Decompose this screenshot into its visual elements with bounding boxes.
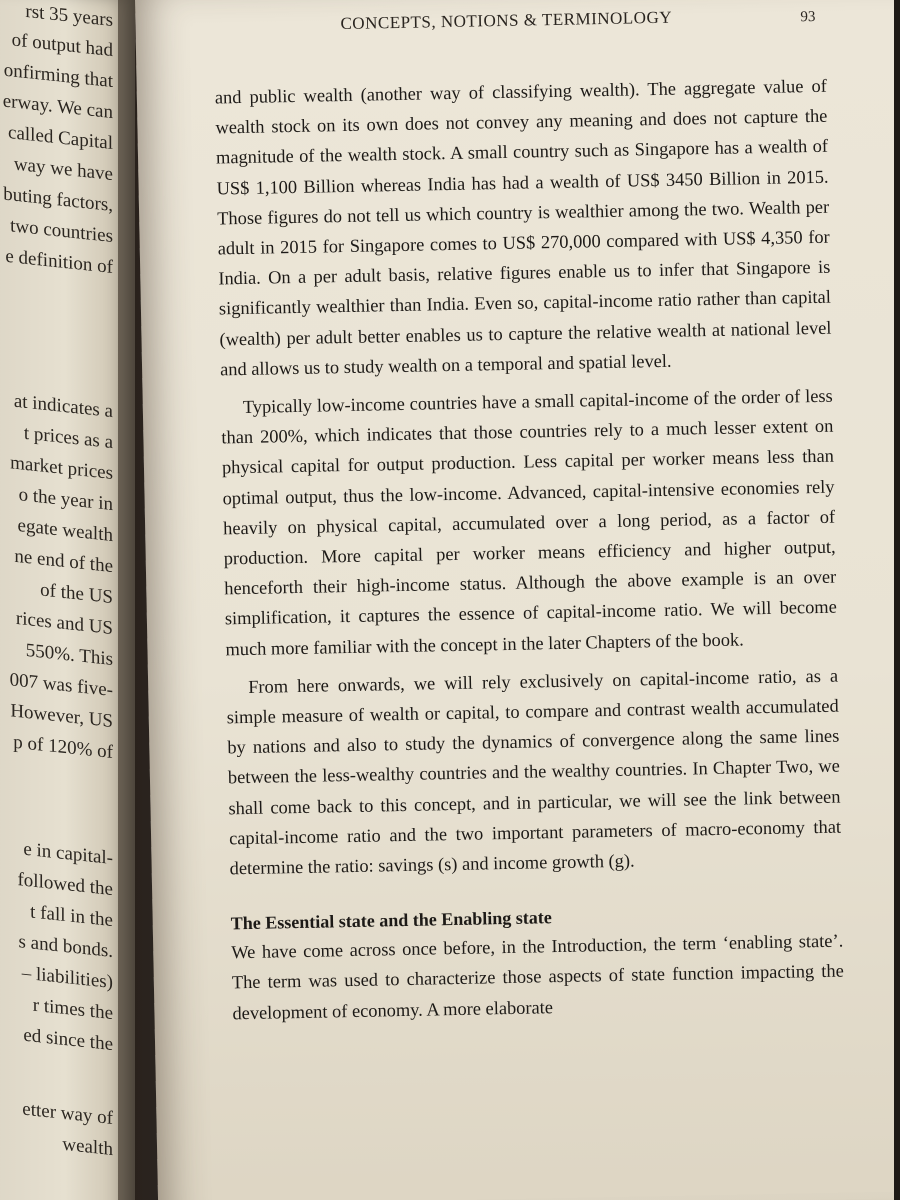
page-number: 93 <box>800 8 816 26</box>
page-body <box>215 71 845 1028</box>
left-page-line: ed since the <box>23 1024 113 1056</box>
body-paragraph: Typically low-income countries have a small capital-income of the order of less than 200%, which indicates that those countries rely to a much lesser extent on physical capital for output production. Less capital per worker means less than optimal output, thus the low-income. Advanced, capital-intensive economies rely heavily on physical capital, accumulated over a long period, as a factor of production. More capital per worker means efficiency and higher output, henceforth their high-income status. Although the above example is an over simplification, it captures the essence of capital-income ratio. We will become much more familiar with the concept in the later Chapters of the book. <box>221 385 837 660</box>
left-page-line: ne end of the <box>14 545 113 578</box>
left-page-text <box>0 0 135 1200</box>
left-page-line: market prices <box>10 452 113 485</box>
left-page-line: followed the <box>17 869 113 901</box>
left-page-line: erway. We can <box>2 90 113 124</box>
left-page-line: way we have <box>13 153 113 186</box>
left-page-line: s and bonds. <box>18 931 113 963</box>
left-page <box>0 0 135 1200</box>
left-page-line: However, US <box>10 700 113 733</box>
left-page-line: onfirming that <box>3 59 113 93</box>
left-page-line: p of 120% of <box>13 731 113 764</box>
body-paragraph: From here onwards, we will rely exclusively on capital-income ratio, as a simple measure of wealth or capital, to compare and contrast wealth accumulated by nations and also to study the dynamics of convergence along the same lines between the less-wealthy countries and the wealthy countries. In Chapter Two, we shall come back to this concept, and in particular, we will see the link between capital-income ratio and the two important parameters of macro-economy that determine the ratio: savings (s) and income growth (g). <box>226 665 842 879</box>
left-page-line: buting factors, <box>3 183 113 217</box>
section-heading: The Essential state and the Enabling state <box>230 907 552 934</box>
left-page-line: of output had <box>11 29 113 62</box>
left-page-line: rices and US <box>15 607 113 640</box>
left-page-line: t fall in the <box>30 901 113 932</box>
left-page-line: rst 35 years <box>25 0 113 32</box>
left-page-line: 550%. This <box>25 639 113 671</box>
left-page-line: of the US <box>40 579 113 609</box>
body-paragraph: We have come across once before, in the Introduction, the term ‘enabling state’. The term was used to characterize those aspects of state function impacting the development of economy. A more elaborate <box>231 930 844 1024</box>
left-page-line: called Capital <box>8 122 113 155</box>
left-page-line: – liabilities) <box>21 962 113 994</box>
left-page-line: at indicates a <box>13 390 113 423</box>
body-paragraph: and public wealth (another way of classifying wealth). The aggregate value of wealth stock on its own does not convey any meaning and does not capture the magnitude of the wealth stock. A small country such as Singapore has a wealth of US$ 1,100 Billion whereas India has had a wealth of US$ 3450 Billion in 2015. Those figures do not tell us which country is wealthier among the two. Wealth per adult in 2015 for Singapore comes to US$ 270,000 compared with US$ 4,350 for India. On a per adult basis, relative figures enable us to infer that Singapore is significantly wealthier than India. Even so, capital-income ratio rather than capital (wealth) per adult better enables us to capture the relative wealth at national level and allows us to study wealth on a temporal and spatial level. <box>214 75 832 380</box>
left-page-line: e definition of <box>5 245 113 279</box>
left-page-line: r times the <box>32 994 113 1025</box>
right-page <box>135 0 900 1200</box>
left-page-line: two countries <box>10 215 113 248</box>
left-page-line: 007 was five- <box>9 669 113 702</box>
left-page-line: t prices as a <box>23 422 113 454</box>
left-page-line: o the year in <box>18 484 113 516</box>
left-page-line: etter way of <box>22 1098 113 1130</box>
running-head: CONCEPTS, NOTIONS & TERMINOLOGY <box>340 7 673 34</box>
left-page-line: egate wealth <box>17 515 113 547</box>
left-page-line: e in capital- <box>23 838 113 870</box>
left-page-line: wealth <box>62 1133 113 1161</box>
page-edge <box>894 0 900 1200</box>
